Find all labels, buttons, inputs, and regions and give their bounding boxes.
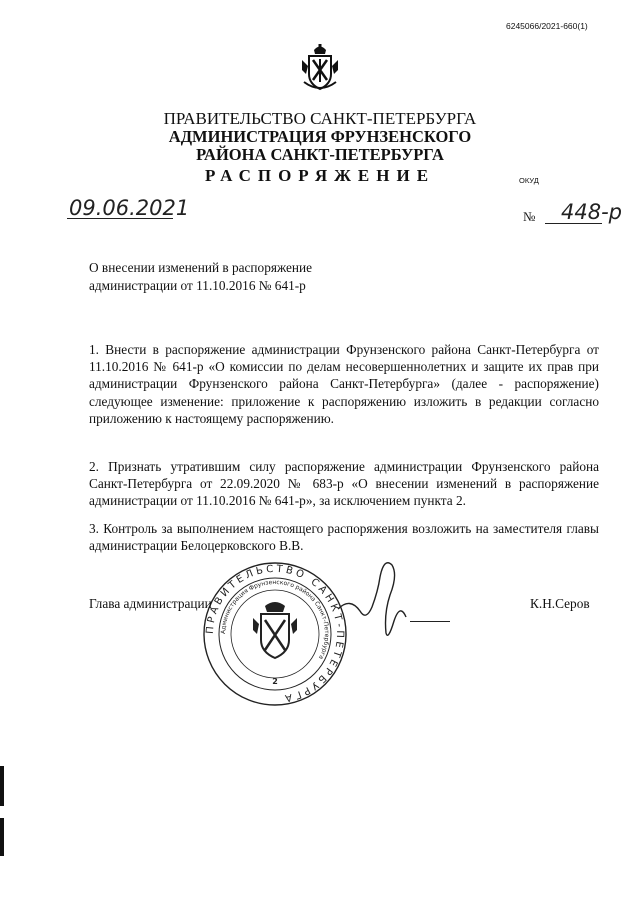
coat-of-arms-icon	[300, 44, 340, 92]
official-seal	[201, 560, 349, 708]
okud-label: ОКУД	[519, 176, 539, 185]
seal-emblem-icon	[253, 602, 297, 658]
administration-title-line1: АДМИНИСТРАЦИЯ ФРУНЗЕНСКОГО	[168, 127, 472, 146]
seal-outer-text: ПРАВИТЕЛЬСТВО САНКТ-ПЕТЕРБУРГА	[204, 563, 346, 704]
paragraph-3: 3. Контроль за выполнением настоящего распоряжения возложить на заместителя главы администрации Белоцерковского В.В.	[89, 521, 599, 554]
administration-title-line2: РАЙОНА САНКТ-ПЕТЕРБУРГА	[196, 145, 444, 164]
document-number: 448-р	[561, 200, 622, 224]
number-label: №	[523, 209, 536, 224]
paragraph-1: 1. Внести в распоряжение администрации Фрунзенского района Санкт-Петербурга от 11.10.2016 № 641-р «О комиссии по делам несовершеннолетних и защите их прав при администрации Фрунзенского района Санкт-Петербурга» (далее - распоряжение) следующее изменение: приложение к распоряжению изложить в редакции согласно приложению к настоящему распоряжению.	[89, 342, 599, 426]
signature-line	[410, 621, 450, 622]
government-title: ПРАВИТЕЛЬСТВО САНКТ-ПЕТЕРБУРГА	[163, 109, 477, 128]
document-id: 6245066/2021-660(1)	[506, 21, 588, 31]
signatory-name: К.Н.Серов	[530, 596, 590, 611]
number-underline	[545, 223, 602, 224]
document-type: РАСПОРЯЖЕНИЕ	[204, 166, 436, 185]
paragraph-2: 2. Признать утратившим силу распоряжение администрации Фрунзенского района Санкт-Петербурга от 22.09.2020 № 683-р «О внесении изменений в распоряжение администрации от 11.10.2016 № 641-р», за исключением пункта 2.	[89, 459, 599, 509]
svg-text:Администрация Фрунзенского рай	[220, 579, 330, 661]
seal-inner-text: Администрация Фрунзенского района Санкт-Петербурга	[219, 578, 331, 661]
signatory-position: Глава администрации	[89, 596, 212, 611]
date-underline	[67, 218, 173, 219]
document-date: 09.06.2021	[69, 196, 190, 220]
seal-number: 2	[272, 677, 278, 686]
scan-margin-mark	[0, 766, 4, 806]
handwritten-signature	[330, 551, 430, 641]
scan-margin-mark	[0, 818, 4, 856]
document-subject: О внесении изменений в распоряжение администрации от 11.10.2016 № 641-р	[89, 260, 313, 293]
